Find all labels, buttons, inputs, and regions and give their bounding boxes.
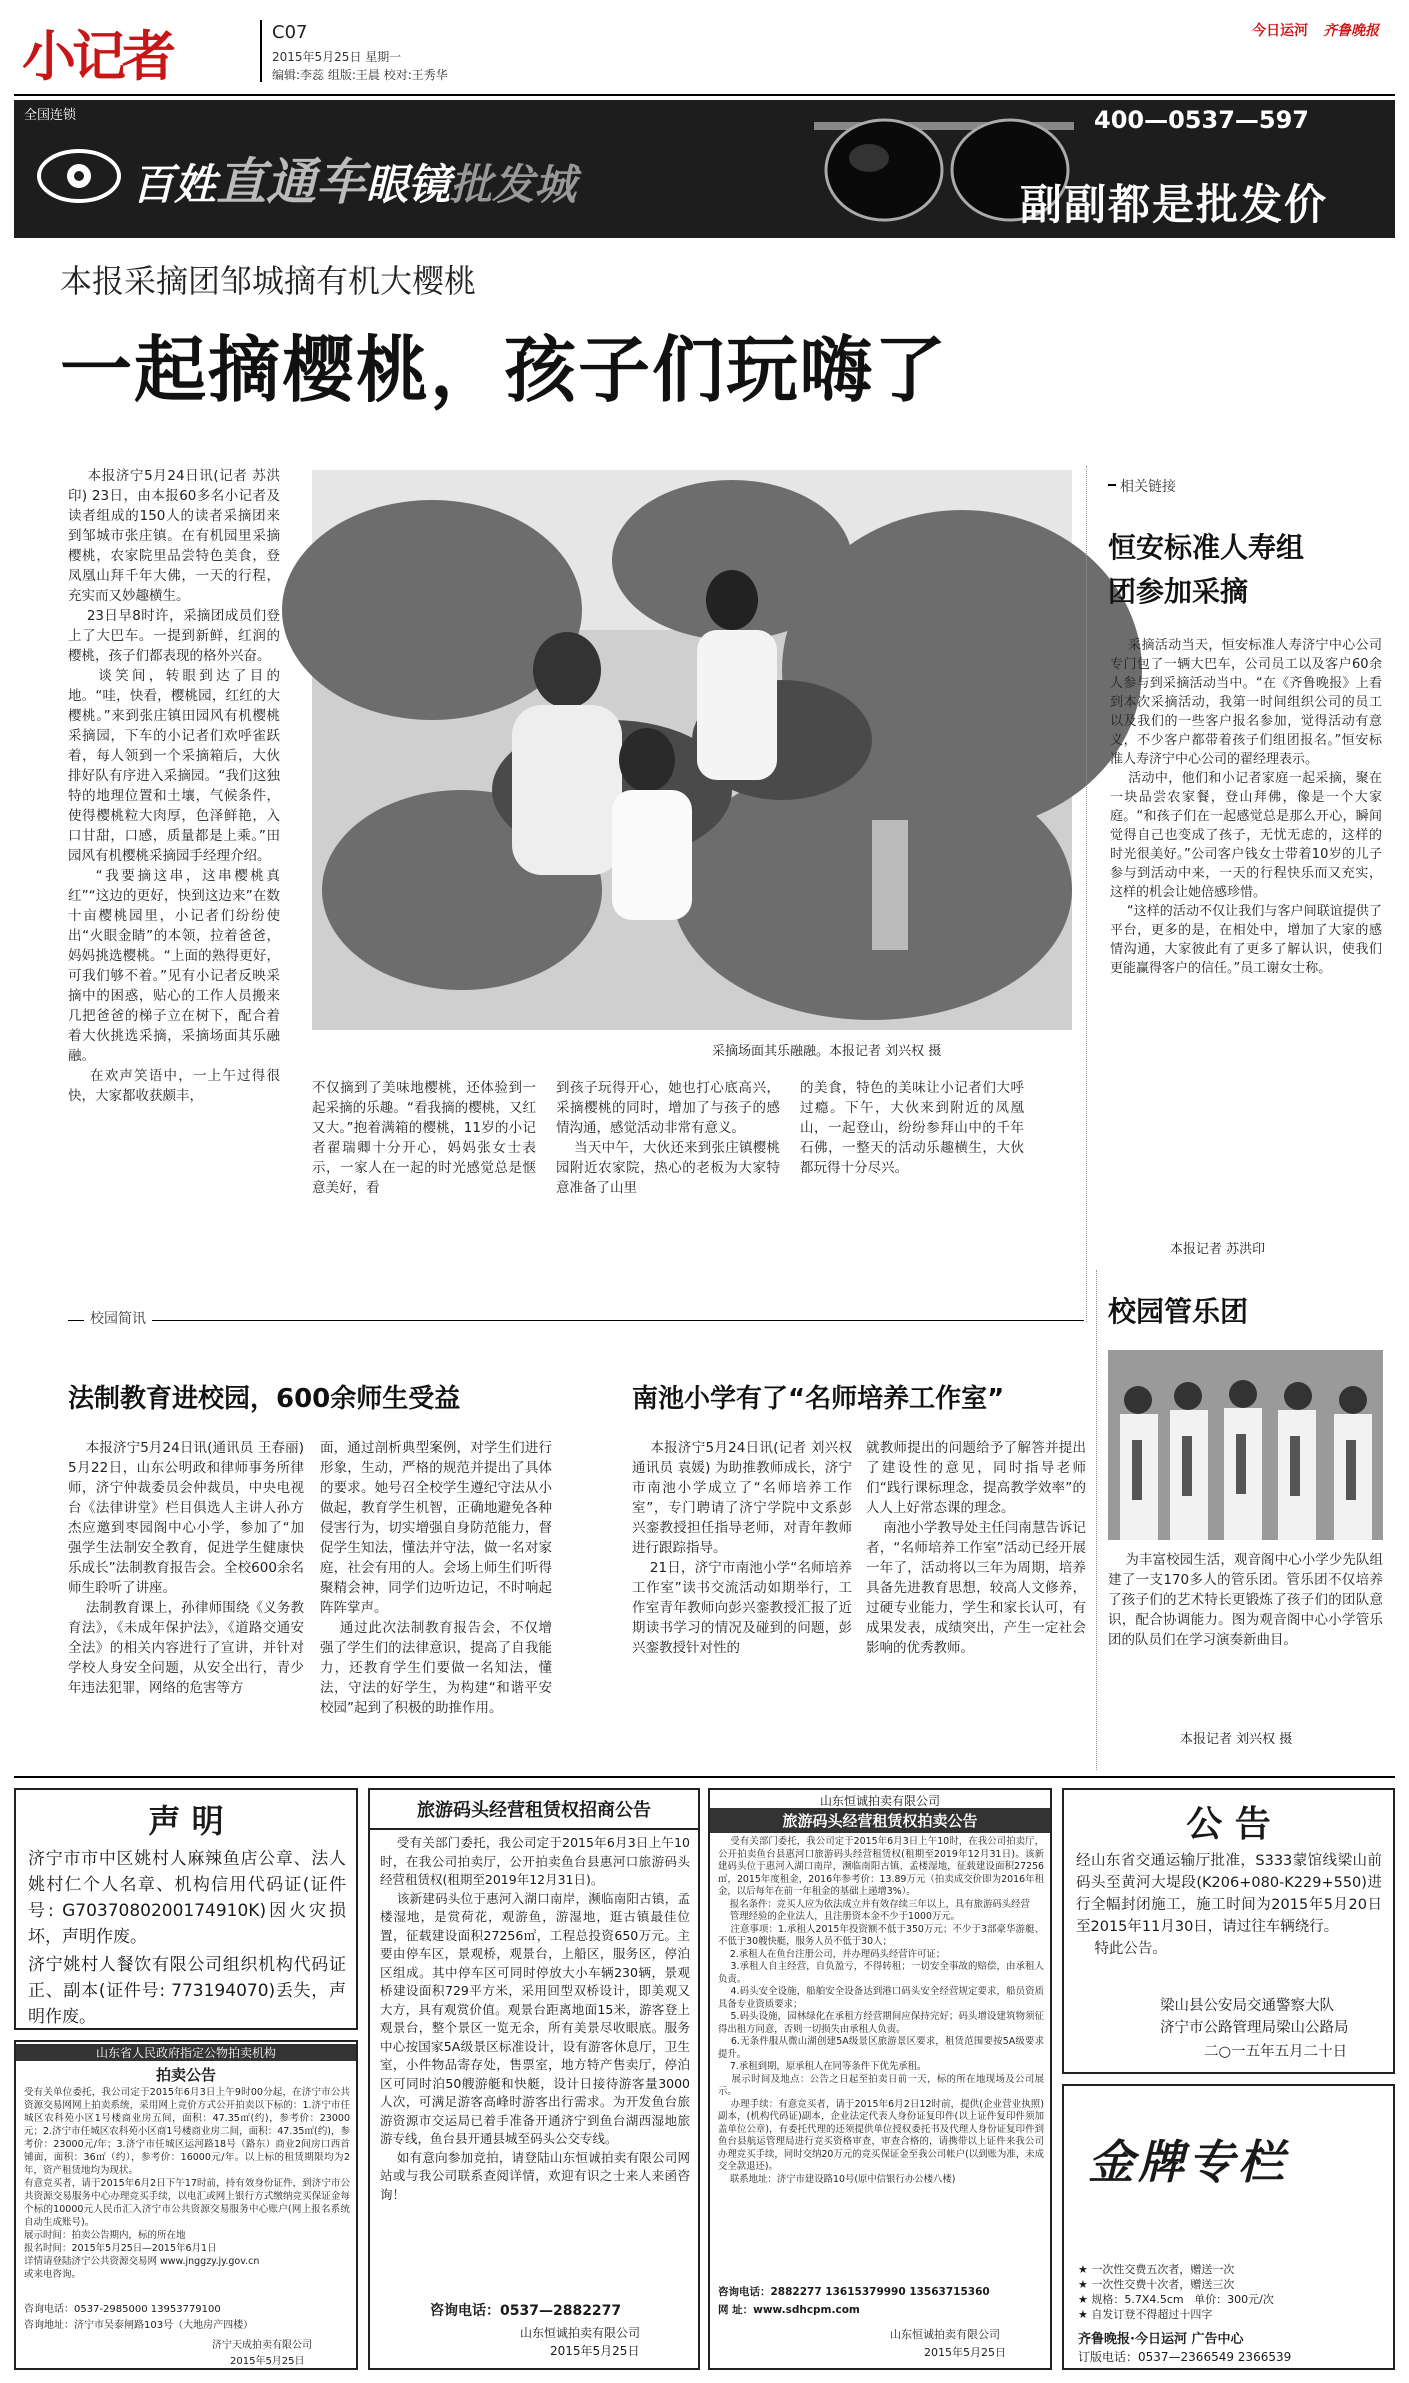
statement-notice <box>14 1788 358 2030</box>
story2-title: 南池小学有了“名师培养工作室” <box>632 1384 1005 1414</box>
side-title: 恒安标准人寿组团参加采摘 <box>1108 531 1305 608</box>
auction-sign: 济宁天成拍卖有限公司 <box>212 2340 312 2351</box>
main-col3: 到孩子玩得开心，她也打心底高兴，采摘樱桃的同时，增加了与孩子的感情沟通，感觉活动非常有意义。 当天中午，大伙还来到张庄镇樱桃园附近农家院，热心的老板为大家特意准备了山里 <box>556 1080 781 1196</box>
lease-auction-notice <box>708 1788 1052 2370</box>
banner-slogan: 副副都是批发价 <box>1020 180 1329 229</box>
side-section-label: 相关链接 <box>1120 479 1176 495</box>
page-number: C07 <box>272 22 308 43</box>
classified-rules: ★ 一次性交费五次者，赠送一次 ★ 一次性交费十次者，赠送三次 ★ 规格：5.7X4.5cm 单价：300元/次 ★ 自发订登不得超过十四字 <box>1078 2263 1274 2321</box>
story1-title: 法制教育进校园，600余师生受益 <box>68 1384 461 1414</box>
band-byline: 本报记者 刘兴权 摄 <box>1180 1732 1293 1747</box>
road-notice-org1: 梁山县公安局交通警察大队 <box>1160 1998 1334 2014</box>
auction-title: 拍卖公告 <box>155 2066 216 2084</box>
lease-body: 受有关部门委托，我公司定于2015年6月3日上午10时，在我公司拍卖厅，公开拍卖鱼台县惠河口旅游码头经营租赁权(租期至2019年12月31日)。 该新建码头位于惠河入湖口南岸，濒临南阳古镇，孟楼湿地，是赏荷花，观游鱼，游湿地，逛古镇最佳位置，征载建设面积27256㎡，工程总投资650万元。主要由停车区，景观桥，观景台，上船区，服务区，停泊区组成。其中停车区可同时停放大小车辆230辆，景观桥建设面积729平方米，采用回型双桥设计，即美观又大方，具有观赏价值。观景台距离地面15米，游客登上观景台，整个景区一览无余，所有美景尽收眼底。服务中心按国家5A级景区标准设计，设有游客休息厅，卫生室，小件物品寄存处，售票室，地方特产售卖厅，停泊区可同时泊50艘游艇和快艇，设计日接待游客量3000人次，可满足游客高峰时游客出行需求。为开发鱼台旅游资源市交运局已着手准备开通济宁到鱼台湖西湿地旅游专线，鱼台县开通县城至码头公交专线。 如有意向参加竞拍，请登陆山东恒诚拍卖有限公司网站或与我公司联系查阅详情，欢迎有识之士来人来函咨询！ <box>380 1835 690 2202</box>
main-headline: 一起摘樱桃，孩子们玩嗨了 <box>60 328 949 412</box>
classified-phone: 订版电话：0537—2366549 2366539 <box>1078 2350 1292 2364</box>
auction-org: 山东省人民政府指定公物拍卖机构 <box>16 2044 356 2061</box>
side-body: 采摘活动当天，恒安标准人寿济宁中心公司专门包了一辆大巴车，公司员工以及客户60余人参与到采摘活动当中。“在《齐鲁晚报》上看到本次采摘活动，我第一时间组织公司的员工以及我们的一些客户报名参加，觉得活动有意义，不少客户都带着孩子们组团报名。”恒安标准人寿济宁中心公司的翟经理表示。 活动中，他们和小记者家庭一起采摘，聚在一块品尝农家餐，登山拜佛，像是一个大家庭。“和孩子们在一起感觉总是那么开心，瞬间觉得自己也变成了孩子，无忧无虑的，这样的时光很美好。”公司客户钱女士带着10岁的儿子参与到活动中来，一天的行程快乐而又充实，这样的机会让她倍感珍惜。 “这样的活动不仅让我们与客户间联谊提供了平台，更多的是，在相处中，增加了大家的感情沟通，大家彼此有了更多了解认识，使我们更能赢得客户的信任。”员工谢女士称。 <box>1110 638 1382 976</box>
classified-title: 金牌专栏 <box>1088 2135 1288 2189</box>
auction-date: 2015年5月25日 <box>230 2356 305 2367</box>
main-col1: 本报济宁5月24日讯(记者 苏洪印) 23日，由本报60多名小记者及读者组成的150人的读者采摘团来到邹城市张庄镇。在有机园里采摘樱桃，农家院里品尝特色美食，登凤凰山拜千年大佛，一天的行程，充实而又妙趣横生。 23日早8时许，采摘团成员们登上了大巴车。一提到新鲜，红润的樱桃，孩子们都表现的格外兴奋。 谈笑间，转眼到达了目的地。“哇，快看，樱桃园，红红的大樱桃。”来到张庄镇田园风有机樱桃采摘园，下车的小记者们欢呼雀跃着，每人领到一个采摘箱后，大伙排好队有序进入采摘园。“我们这独特的地理位置和土壤，气候条件，使得樱桃粒大肉厚，色泽鲜艳，入口甘甜，口感，质量都是上乘。”田园风有机樱桃采摘园手经理介绍。 “我要摘这串，这串樱桃真红”“这边的更好，快到这边来”在数十亩樱桃园里，小记者们纷纷使出“火眼金睛”的本领，拉着爸爸，妈妈挑选樱桃。“上面的熟得更好，可我们够不着。”见有小记者反映采摘中的困惑，贴心的工作人员搬来几把爸爸的梯子立在树下，配合着着大伙挑选采摘，采摘场面其乐融融。 在欢声笑语中，一上午过得很快，大家都收获颇丰， <box>68 468 281 1104</box>
cherry-picking-photo <box>312 470 1072 1030</box>
campus-section-label: 校园简讯 <box>84 1308 152 1328</box>
lease-phone: 咨询电话：0537—2882277 <box>430 2303 622 2319</box>
auction-contact2: 咨询地址：济宁市吴泰闸路103号（大地房产四楼） <box>24 2320 254 2331</box>
band-caption: 为丰富校园生活，观音阁中心小学少先队组建了一支170多人的管乐团。管乐团不仅培养了孩子们的艺术特长更锻炼了孩子们的团队意识，配合协调能力。图为观音阁中心小学管乐团的队员们在学习演奏新曲目。 <box>1108 1552 1384 1648</box>
eye-icon <box>36 146 122 206</box>
main-col2: 不仅摘到了美味地樱桃，还体验到一起采摘的乐趣。“看我摘的樱桃，又红又大。”抱着满箱的樱桃，11岁的小记者翟瑞卿十分开心，妈妈张女士表示，一家人在一起的时光感觉总是惬意美好，看 <box>312 1080 536 1196</box>
classified-column[interactable] <box>1062 2084 1395 2370</box>
story1-col2: 面，通过剖析典型案例，对学生们进行形象，生动，严格的规范并提出了具体的要求。她号召全校学生遵纪守法从小做起，教育学生机智，正确地避免各种侵害行为，切实增强自身防范能力，督促学生知法，懂法并守法，做一名对家庭，社会有用的人。会场上师生们听得聚精会神，同学们边听边记，不时响起阵阵掌声。 通过此次法制教育报告会，不仅增强了学生们的法律意识，提高了自我能力，还教育学生们要做一名知法，懂法，守法的好学生，为构建“和谐平安校园”起到了积极的助推作用。 <box>320 1440 552 1716</box>
banner-phone: 400—0537—597 <box>1094 106 1309 134</box>
brand-logo: 齐鲁晚报 <box>1323 23 1379 39</box>
lease2-org: 山东恒诚拍卖有限公司 <box>819 1794 940 1808</box>
lease2-sign: 山东恒诚拍卖有限公司 <box>890 2328 1000 2341</box>
classified-org: 齐鲁晚报·今日运河 广告中心 <box>1078 2332 1244 2347</box>
side-byline: 本报记者 苏洪印 <box>1170 1242 1266 1257</box>
auction-body: 受有关单位委托，我公司定于2015年6月3日上午9时00分起，在济宁市公共资源交易网网上拍卖系统，采用网上竞价方式公开拍卖以下标的：1.济宁市任城区农科苑小区1号楼商业房五间，面积：47.35㎡(约)，参考价：23000元；2.济宁市任城区农科苑小区商1号楼商业房二间，面积：47.35㎡(约)，参考价：23000元/年；3.济宁市任城区运河路18号（路东）商业2间房口西首铺面，面积：36㎡（约），参考价：16000元/年。以上标的租赁期限均为2年，资产租赁地均为现状。 有意竞买者，请于2015年6月2日下午17时前，持有效身份证件，到济宁市公共资源交易服务中心办理竞买手续，以电汇或网上银行方式缴纳竞买保证金每个标的10000元人民币汇入济宁市公共资源交易服务中心账户(网上报名系统自动生成账号)。 展示时间：拍卖公告期内，标的所在地 报名时间：2015年5月25日—2015年6月1日 详情请登陆济宁公共资源交易网 www.jnggzy.jy.gov.cn 或来电咨询。 <box>24 2087 350 2280</box>
banner-name: 百姓直通车眼镜批发城 <box>132 153 577 211</box>
road-notice-org2: 济宁市公路管理局梁山公路局 <box>1160 2020 1349 2036</box>
story2-col2: 就教师提出的问题给予了解答并提出了建设性的意见，同时指导老师们“践行课标理念，提高教学效率”的人人上好常态课的理念。 南池小学教导处主任闫南慧告诉记者，“名师培养工作室”活动已经开展一年了，活动将以三年为周期，培养具备先进教育思想，较高人文修养，过硬专业能力，学生和家长认可，有成果发表，成绩突出，产生一定社会影响的优秀教师。 <box>866 1440 1087 1656</box>
statement-title: 声 明 <box>148 1802 224 1840</box>
lease-sign: 山东恒诚拍卖有限公司 <box>520 2326 641 2340</box>
main-kicker: 本报采摘团邹城摘有机大樱桃 <box>60 262 477 300</box>
story1-col1: 本报济宁5月24日讯(通讯员 王春丽) 5月22日，山东公明政和律师事务所律师，济宁仲裁委员会仲裁员，中央电视台《法律讲堂》栏目俱选人主讲人孙方杰应邀到枣园阁中心小学，参加了“加强学生法制安全教育，促进学生健康快乐成长”法制教育报告会。全校600余名师生聆听了讲座。 法制教育课上，孙律师围绕《义务教育法》，《未成年保护法》，《道路交通安全法》的相关内容进行了宣讲，并针对学校人身安全问题，从安全出行，青少年违法犯罪，网络的危害等方 <box>68 1440 304 1696</box>
band-photo <box>1108 1350 1383 1540</box>
lease2-web: 网 址：www.sdhcpm.com <box>718 2304 860 2316</box>
statement-p2: 济宁姚村人餐饮有限公司组织机构代码证正、副本(证件号: 773194070)丢失，声明作废。 <box>28 1955 346 2027</box>
lease2-title: 旅游码头经营租赁权拍卖公告 <box>710 1808 1050 1833</box>
date-line: 2015年5月25日 星期一 <box>272 50 402 64</box>
editor-line: 编辑:李蕊 组版:王晨 校对:王秀华 <box>272 68 448 82</box>
road-closure-notice <box>1062 1788 1395 2074</box>
masthead-right: 今日运河 齐鲁晚报 <box>1252 23 1379 39</box>
lease-notice <box>368 1788 700 2370</box>
lease2-phone: 咨询电话：2882277 13615379990 13563715360 <box>718 2286 990 2298</box>
road-notice-date: 二○一五年五月二十日 <box>1204 2044 1348 2060</box>
lease2-body: 受有关部门委托，我公司定于2015年6月3日上午10时，在我公司拍卖厅，公开拍卖鱼台县惠河口旅游码头经营租赁权(租期至2019年12月31日)。该新建码头位于惠河入湖口南岸，濒临南阳古镇、孟楼湿地，征载建设面积27256㎡，2015年度租金，2016年参考价：13.89万元（拍卖成交价即为2016年租金，以后每年在前一年租金的基础上递增3%）。 报名条件：竞买人应为依法成立并有效存续三年以上，具有旅游码头经营 管理经验的企业法人，且注册资本金不少于1000万元。 注意事项：1.承租人2015年投资额不低于350万元；不少于3部豪华游艇、不低于30艘快艇，服务人员不低于30人； 2.承租人在鱼台注册公司，并办理码头经营许可证； 3.承租人自主经营，自负盈亏，不得转租；一切安全事故的赔偿，由承租人负责。 4.码头安全设施，船舶安全设备达到港口码头安全经营规定要求，船员资质具备专业资质要求； 5.码头设施，园林绿化在承租方经营期间应保持完好；码头增设建筑物须征得出租方同意，否则一切损失由承租人负责。 6.无条件服从微山湖创建5A级景区旅游景区要求，租赁范围要按5A级要求提升。 7.承租到期，原承租人在同等条件下优先承租。 展示时间及地点：公告之日起至拍卖日前一天，标的所在地现场及公司展示。 办理手续：有意竞买者，请于2015年6月2日12时前，提供(企业营业执照)副本，(机构代码证)副本，企业法定代表人身份证复印件(以上证件复印件须加盖单位公章)，有委托代理的还须提供单位授权委托书及代理人身份证复印件到鱼台县航运管理局进行竞买资格审查，审查合格的，请携带以上证件来我公司办理竞买手续，同时交纳20万元的竞买保证金至我公司帐户(以到账为准，未成交全款退还)。 联系地址：济宁市建设路10号(原中信银行办公楼八楼) <box>718 1836 1045 2185</box>
photo-caption: 采摘场面其乐融融。本报记者 刘兴权 摄 <box>712 1044 942 1059</box>
banner-chain: 全国连锁 <box>24 108 77 123</box>
road-notice-body: 经山东省交通运输厅批准，S333蒙馆线梁山前码头至黄河大堤段(K206+080-K229+550)进行全幅封闭施工，施工时间为2015年5月20日至2015年11月30日，请过往车辆绕行。 特此公告。 <box>1076 1853 1382 1957</box>
lease-title: 旅游码头经营租赁权招商公告 <box>370 1796 698 1830</box>
auction-notice <box>14 2040 358 2370</box>
lease-date: 2015年5月25日 <box>550 2344 640 2358</box>
story2-col1: 本报济宁5月24日讯(记者 刘兴权 通讯员 袁媛) 为助推教师成长，济宁市南池小学成立了“名师培养工作室”，专门聘请了济宁学院中文系彭兴銮教授担任指导老师，对青年教师进行跟踪指导。 21日，济宁市南池小学“名师培养工作室”读书交流活动如期举行，工作室青年教师向彭兴銮教授汇报了近期读书学习的情况及碰到的问题，彭兴銮教授针对性的 <box>632 1440 853 1656</box>
road-notice-title: 公 告 <box>1186 1804 1271 1845</box>
glasses-banner-ad[interactable] <box>14 100 1395 238</box>
statement-p1: 济宁市市中区姚村人麻辣鱼店公章、法人姚村仁个人名章、机构信用代码证(证件号: G7037080200174910K)因火灾损坏，声明作废。 <box>28 1849 346 1947</box>
main-col4: 的美食，特色的美味让小记者们大呼过瘾。下午，大伙来到附近的凤凰山，一起登山，纷纷参拜山中的千年石佛，一整天的活动乐趣横生，大伙都玩得十分尽兴。 <box>800 1080 1024 1176</box>
band-title: 校园管乐团 <box>1108 1295 1249 1328</box>
masthead-logo: 小记者 <box>22 25 172 88</box>
lease2-date: 2015年5月25日 <box>924 2346 1006 2359</box>
auction-contact1: 咨询电话：0537-2985000 13953779100 <box>24 2304 221 2315</box>
